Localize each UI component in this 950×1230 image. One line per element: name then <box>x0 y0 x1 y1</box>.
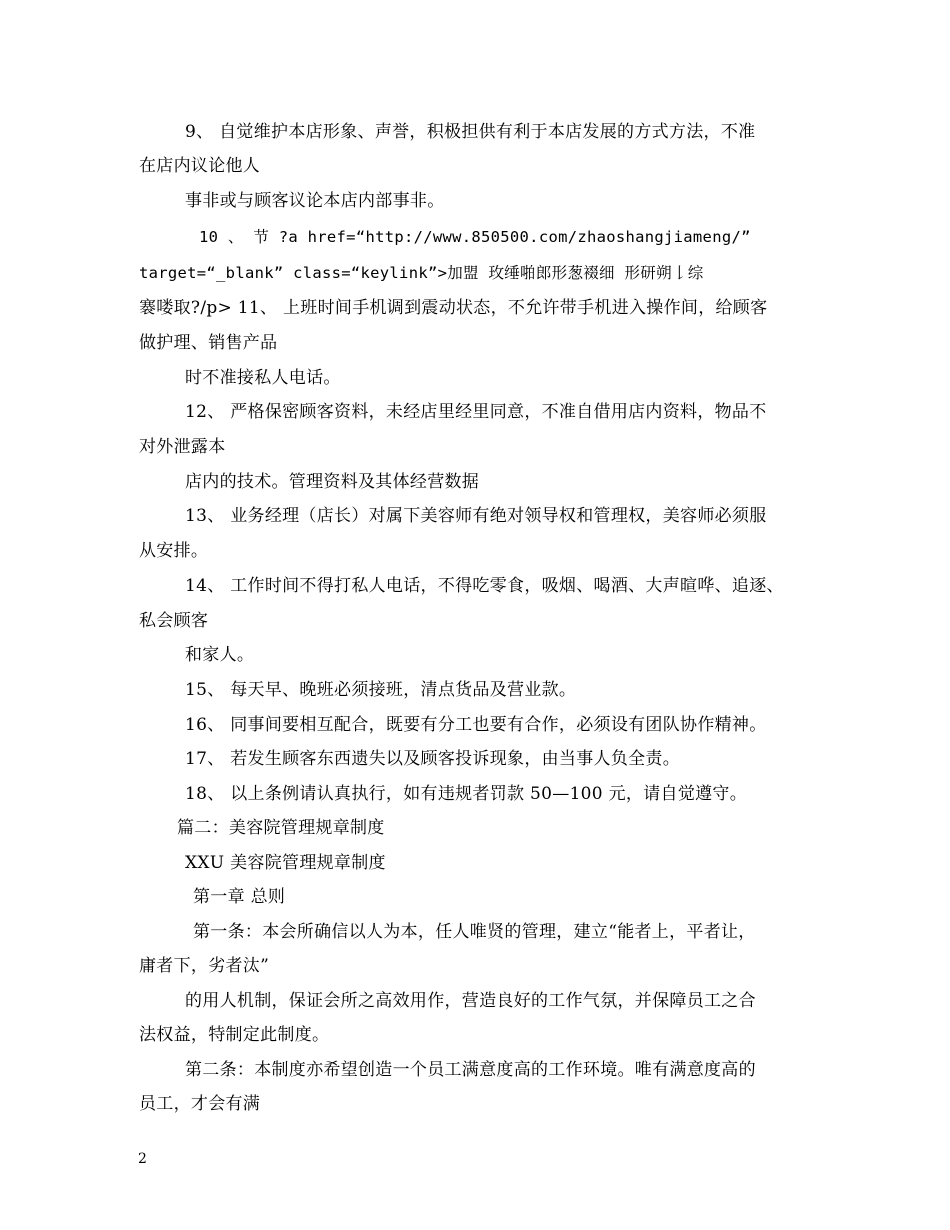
text-line: 从安排。 <box>139 541 209 561</box>
text-line: 16、 同事间要相互配合，既要有分工也要有合作，必须设有团队协作精神。 <box>185 715 767 735</box>
text-line: 褰喽取?/p> 11、 上班时间手机调到震动状态，不允许带手机进入操作间，给顾客 <box>139 298 768 318</box>
text-line: 17、 若发生顾客东西遗失以及顾客投诉现象，由当事人负全责。 <box>185 749 681 769</box>
document-title: XXU 美容院管理规章制度 <box>185 853 386 873</box>
text-line: 和家人。 <box>185 645 255 665</box>
text-line: target=“_blank” class=“keylink”>加盟 玫缍啪‮𠄌朔研形 细裰葱形郎‬综 <box>139 264 704 282</box>
text-line: 的用人机制，保证会所之高效用作，营造良好的工作气氛，并保障员工之合 <box>185 991 756 1011</box>
chapter-heading: 第一章 总则 <box>193 887 286 907</box>
section-heading: 篇二：美容院管理规章制度 <box>177 818 385 838</box>
text-line: 第一条：本会所确信以人为本，任人唯贤的管理，建立“能者上，平者让， <box>193 922 756 942</box>
text-line: 在店内议论他人 <box>139 156 261 176</box>
text-line: 店内的技术。管理资料及其体经营数据 <box>185 472 480 492</box>
text-line: 10 、 节 ?a href=“http://www.850500.com/zhaoshangjiameng/” <box>199 228 751 246</box>
text-line: 15、 每天早、晚班必须接班，清点货品及营业款。 <box>185 680 577 700</box>
text-line: 私会顾客 <box>139 611 209 631</box>
text-line: 13、 业务经理（店长）对属下美容师有绝对领导权和管理权，美容师必须服 <box>185 506 767 526</box>
text-line: 第二条：本制度亦希望创造一个员工满意度高的工作环境。唯有满意度高的 <box>185 1060 756 1080</box>
text-line: 做护理、销售产品 <box>139 333 278 353</box>
text-line: 时不准接私人电话。 <box>185 368 341 388</box>
text-line: 事非或与顾客议论本店内部事非。 <box>185 191 445 211</box>
text-line: 14、 工作时间不得打私人电话，不得吃零食，吸烟、喝酒、大声暄哗、追逐、 <box>185 576 784 596</box>
text-line: 员工，才会有满 <box>139 1094 261 1114</box>
text-line: 18、 以上条例请认真执行，如有违规者罚款 50—100 元，请自觉遵守。 <box>185 784 748 804</box>
text-line: 12、 严格保密顾客资料，未经店里经里同意，不准自借用店内资料，物品不 <box>185 402 767 422</box>
page-number: 2 <box>138 1151 147 1167</box>
text-line: 法权益，特制定此制度。 <box>139 1025 330 1045</box>
text-line: 对外泄露本 <box>139 437 226 457</box>
text-line: 庸者下，劣者汰” <box>139 956 270 976</box>
text-line: 9、 自觉维护本店形象、声誉，积极担供有利于本店发展的方式方法，不准 <box>185 122 756 142</box>
